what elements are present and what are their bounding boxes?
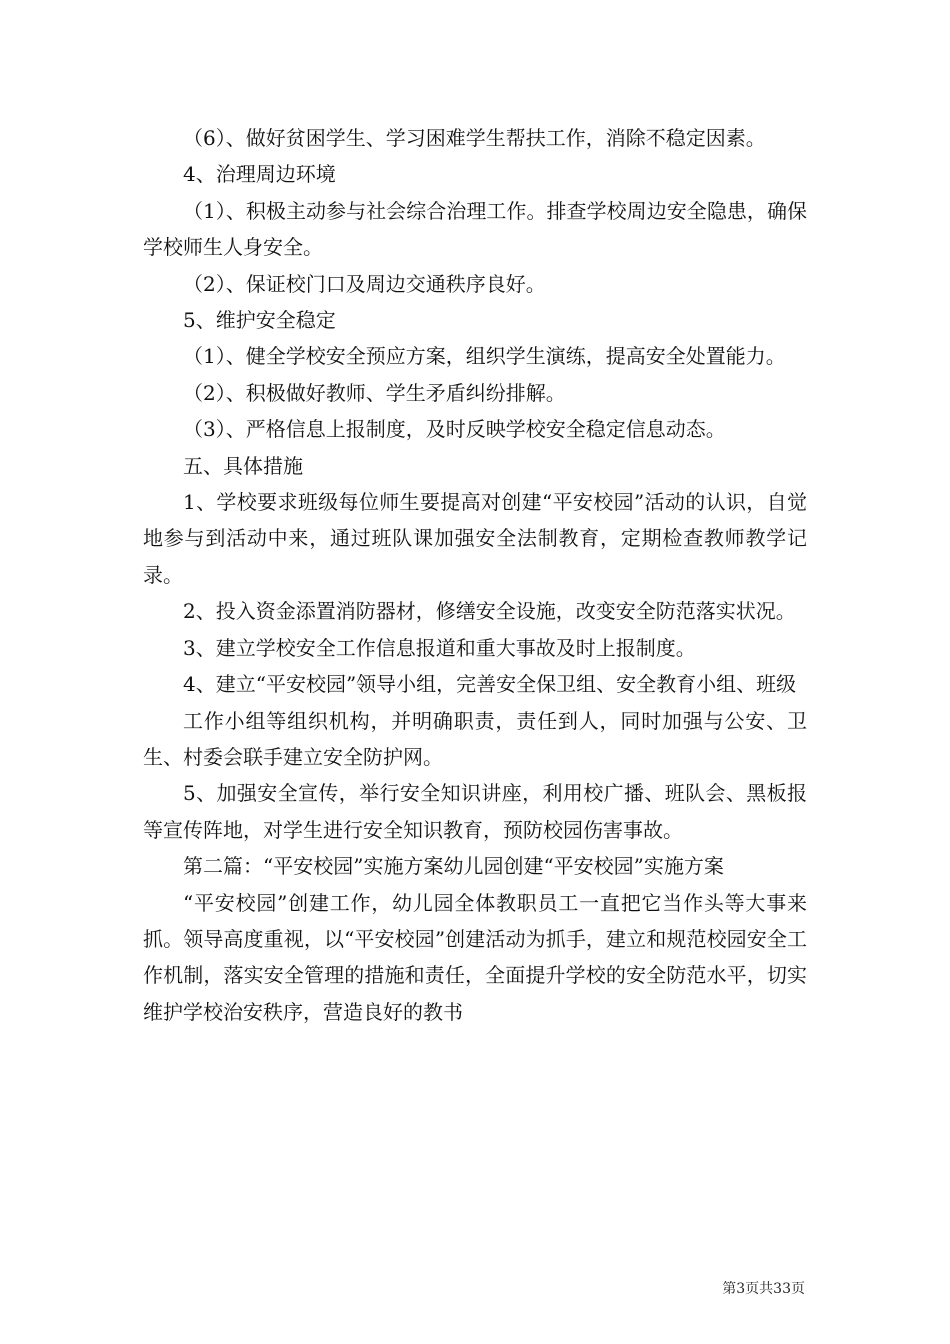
paragraph-4: （2）、保证校门口及周边交通秩序良好。 — [183, 271, 546, 296]
paragraph-10: 1、学校要求班级每位师生要提高对创建“平安校园”活动的认识，自觉地参与到活动中来，通过班队课加强安全法制教育，定期检查教师教学记录。 — [143, 490, 807, 587]
paragraph-11: 2、投入资金添置消防器材，修缮安全设施，改变安全防范落实状况。 — [183, 599, 796, 624]
paragraph-6: （1）、健全学校安全预应方案，组织学生演练，提高安全处置能力。 — [183, 344, 786, 369]
paragraph-12: 3、建立学校安全工作信息报道和重大事故及时上报制度。 — [183, 635, 696, 660]
section-title-part-two: 第二篇：“平安校园”实施方案幼儿园创建“平安校园”实施方案 — [183, 854, 724, 879]
heading-4-surroundings: 4、治理周边环境 — [183, 162, 336, 187]
document-body — [143, 120, 807, 1030]
paragraph-13: 4、建立“平安校园”领导小组，完善安全保卫组、安全教育小组、班级 — [183, 672, 797, 697]
paragraph-8: （3）、严格信息上报制度，及时反映学校安全稳定信息动态。 — [183, 417, 726, 442]
paragraph-15: 5、加强安全宣传，举行安全知识讲座，利用校广播、班队会、黑板报等宣传阵地，对学生进行安全知识教育，预防校园伤害事故。 — [143, 781, 807, 842]
page-number: 第3页共33页 — [722, 1281, 805, 1297]
heading-measures: 五、具体措施 — [183, 453, 303, 478]
paragraph-7: （2）、积极做好教师、学生矛盾纠纷排解。 — [183, 380, 566, 405]
paragraph-3: （1）、积极主动参与社会综合治理工作。排查学校周边安全隐患，确保学校师生人身安全。 — [143, 198, 807, 260]
paragraph-17: “平安校园”创建工作，幼儿园全体教职员工一直把它当作头等大事来抓。领导高度重视，以“平安校园”创建活动为抓手，建立和规范校园安全工作机制，落实安全管理的措施和责任，全面提升学校的安全防范水平，切实维护学校治安秩序，营造良好的教书 — [143, 890, 807, 1024]
heading-5-stability: 5、维护安全稳定 — [183, 308, 336, 333]
paragraph-1: （6）、做好贫困学生、学习困难学生帮扶工作，消除不稳定因素。 — [183, 126, 766, 150]
paragraph-14: 工作小组等组织机构，并明确职责，责任到人，同时加强与公安、卫生、村委会联手建立安全防护网。 — [143, 708, 807, 769]
